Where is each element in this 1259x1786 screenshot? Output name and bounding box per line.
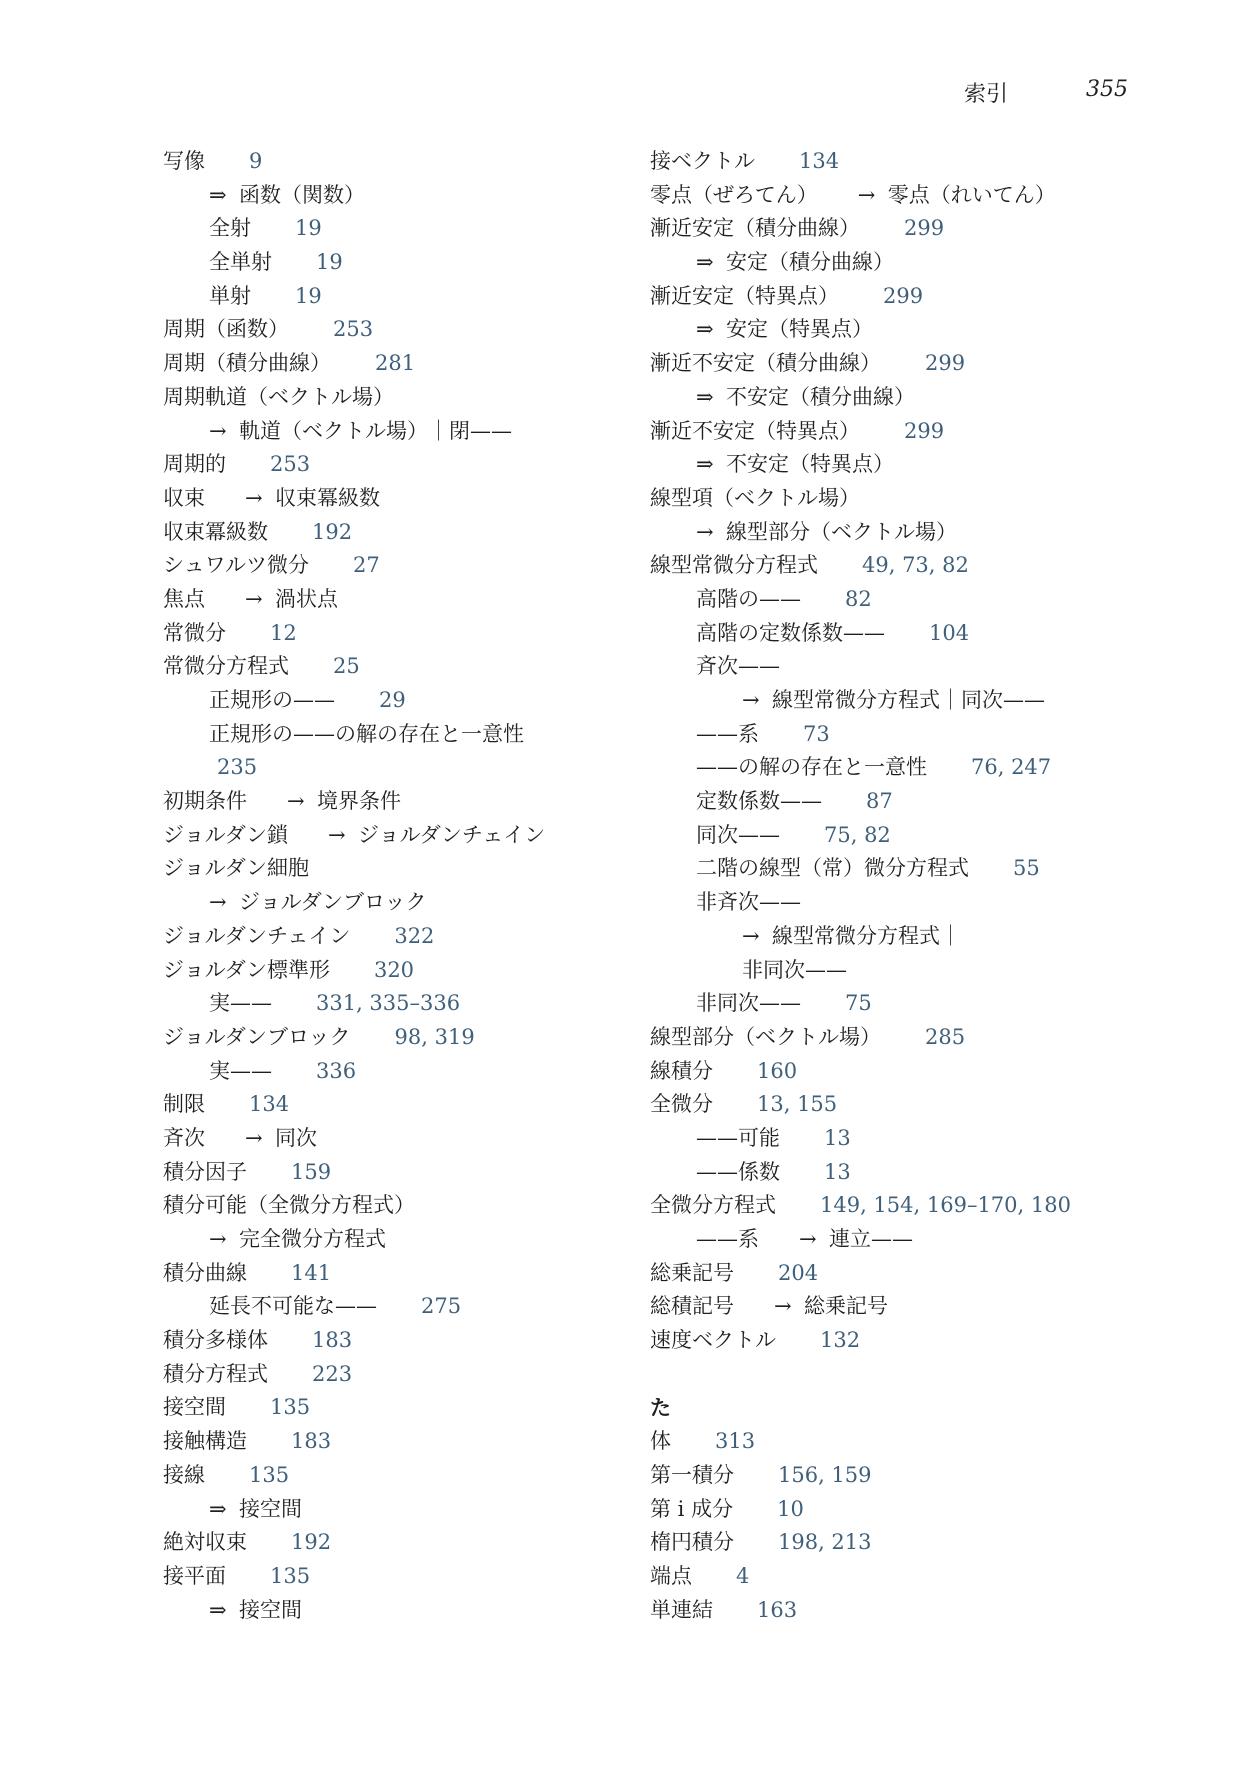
index-entry (163, 1425, 633, 1459)
index-entry (163, 1560, 633, 1594)
page-reference: 29 (379, 688, 406, 712)
index-entry (163, 684, 633, 718)
page-reference: 135 (270, 1563, 311, 1588)
index-entry (650, 920, 1120, 954)
cross-reference-target: 境界条件 (317, 789, 401, 814)
see-also-arrow-icon: ⇒ (209, 182, 227, 207)
index-term: 積分多様体 (163, 1328, 268, 1353)
index-term: 正規形の—— (209, 688, 335, 712)
page-reference: 12 (270, 620, 297, 645)
index-entry (163, 179, 633, 213)
page-reference: 253 (333, 317, 374, 342)
index-term: 周期軌道（ベクトル場） (163, 384, 394, 409)
see-also-arrow-icon: ⇒ (696, 384, 714, 409)
cross-reference-target: 零点（れいてん） (887, 182, 1056, 207)
index-term: 焦点 (163, 586, 205, 611)
see-also-arrow-icon: ⇒ (696, 452, 714, 477)
running-header (0, 77, 1259, 107)
index-term: 接空間 (163, 1395, 226, 1420)
page-number: 355 (1086, 77, 1128, 102)
index-term: ——系 (696, 1227, 759, 1251)
index-entry (650, 212, 1120, 246)
cross-reference-target: 収束冪級数 (275, 485, 380, 510)
index-entry (163, 785, 633, 819)
index-entry (163, 954, 633, 988)
index-entry (163, 1055, 633, 1089)
index-entry (650, 1459, 1120, 1493)
index-term: 線型常微分方程式｜ (772, 923, 961, 948)
index-entry (163, 852, 633, 886)
index-term: 常微分方程式 (163, 654, 289, 679)
index-entry (163, 1223, 633, 1257)
page-reference: 135 (270, 1395, 311, 1420)
index-entry (163, 516, 633, 550)
index-term: 定数係数—— (696, 789, 822, 814)
index-entry (650, 886, 1120, 920)
cross-reference (328, 823, 545, 847)
index-term: 体 (650, 1429, 671, 1454)
index-entry (650, 819, 1120, 853)
index-term: 非同次—— (742, 957, 847, 982)
index-entry (163, 549, 633, 583)
index-term: 絶対収束 (163, 1530, 247, 1555)
index-term: 総積記号 (650, 1294, 734, 1319)
index-entry (650, 1526, 1120, 1560)
cross-reference-target: ジョルダンチェイン (357, 822, 546, 847)
index-entry (650, 1257, 1120, 1291)
index-entry (650, 1290, 1120, 1324)
index-entry (163, 650, 633, 684)
index-term: ジョルダン細胞 (163, 856, 309, 881)
index-term: 接空間 (239, 1597, 302, 1622)
cross-reference (774, 1294, 888, 1318)
index-entry (163, 617, 633, 651)
cross-reference-target: 渦状点 (275, 586, 338, 611)
page-reference: 281 (375, 351, 416, 376)
page-reference: 253 (270, 452, 311, 477)
page-reference: 198, 213 (778, 1530, 872, 1555)
index-term: 線型常微分方程式｜同次—— (772, 688, 1045, 712)
index-term: 写像 (163, 149, 205, 173)
page-reference: 10 (777, 1496, 804, 1521)
index-entry (650, 1358, 1120, 1392)
see-also-arrow-icon: ⇒ (696, 317, 714, 342)
cross-reference (287, 789, 401, 813)
index-entry (650, 516, 1120, 550)
index-term: 不安定（特異点） (726, 452, 894, 477)
page-reference: 299 (904, 216, 945, 241)
page-reference: 4 (736, 1563, 750, 1588)
index-term: 常微分 (163, 620, 226, 645)
see-arrow-icon: → (327, 822, 346, 847)
index-entry (650, 718, 1120, 752)
index-term: ジョルダンブロック (163, 1024, 351, 1049)
cross-reference (245, 587, 338, 611)
index-term: ——係数 (696, 1159, 780, 1184)
index-term: 不安定（積分曲線） (726, 384, 915, 409)
index-term: 周期（函数） (163, 317, 289, 342)
page-reference: 156, 159 (778, 1462, 872, 1487)
index-term: 安定（積分曲線） (726, 250, 894, 275)
index-term: 速度ベクトル (650, 1328, 776, 1353)
page-reference: 223 (312, 1361, 353, 1386)
index-entry (163, 415, 633, 449)
index-term: 完全微分方程式 (239, 1227, 386, 1251)
index-term: 総乗記号 (650, 1260, 734, 1285)
index-term: 積分方程式 (163, 1361, 268, 1386)
index-entry (650, 145, 1120, 179)
index-entry (650, 1223, 1120, 1257)
index-term: 収束 (163, 485, 205, 510)
page-reference: 192 (291, 1530, 332, 1555)
index-term: 斉次 (163, 1125, 205, 1150)
index-term: 二階の線型（常）微分方程式 (696, 856, 969, 881)
see-also-arrow-icon: ⇒ (209, 1597, 227, 1622)
index-entry (163, 482, 633, 516)
index-term: 漸近安定（積分曲線） (650, 216, 860, 241)
index-term: 端点 (650, 1563, 692, 1588)
index-term: 積分可能（全微分方程式） (163, 1193, 415, 1218)
page-reference: 76, 247 (971, 755, 1052, 780)
index-entry (650, 954, 1120, 988)
page-reference: 299 (925, 351, 966, 376)
page-reference: 132 (820, 1328, 861, 1353)
page-reference: 27 (352, 553, 380, 578)
index-entry (650, 381, 1120, 415)
see-arrow-icon: → (209, 890, 227, 915)
index-term: 周期的 (163, 452, 226, 477)
index-term: 同次—— (696, 822, 780, 847)
index-term: 線型項（ベクトル場） (650, 485, 860, 510)
page-reference: 19 (316, 250, 343, 275)
index-entry (163, 1358, 633, 1392)
index-term: 非同次—— (696, 991, 801, 1016)
page-reference: 134 (799, 149, 840, 173)
see-arrow-icon: → (799, 1227, 817, 1251)
index-term: 全射 (209, 216, 251, 241)
index-term: 周期（積分曲線） (163, 351, 331, 376)
index-entry (163, 381, 633, 415)
index-term: 実—— (209, 1058, 272, 1083)
page-reference: 275 (421, 1294, 462, 1319)
index-term: 正規形の——の解の存在と一意性 (209, 721, 524, 746)
index-term: ジョルダン標準形 (163, 957, 330, 982)
index-entry (650, 313, 1120, 347)
page-reference: 13 (824, 1125, 851, 1150)
index-entry (163, 819, 633, 853)
page-reference: 331, 335–336 (316, 991, 461, 1016)
index-column-right (650, 145, 1120, 1627)
index-term: 初期条件 (163, 789, 247, 814)
index-term: 安定（特異点） (726, 317, 873, 342)
index-entry (650, 1324, 1120, 1358)
page-reference: 299 (904, 418, 945, 443)
index-entry (650, 347, 1120, 381)
index-term: 積分曲線 (163, 1260, 247, 1285)
index-term: 函数（関数） (239, 182, 365, 207)
index-term: 収束冪級数 (163, 519, 268, 544)
index-entry (163, 1122, 633, 1156)
cross-reference-target: 同次 (275, 1125, 317, 1150)
page-reference: 75, 82 (824, 822, 891, 847)
index-entry (163, 1257, 633, 1291)
index-term: 線型部分（ベクトル場） (726, 519, 957, 544)
page-reference: 183 (312, 1328, 353, 1353)
page-reference: 135 (249, 1462, 290, 1487)
see-arrow-icon: → (287, 789, 305, 814)
index-entry (650, 1088, 1120, 1122)
index-entry (163, 583, 633, 617)
index-entry (163, 1493, 633, 1527)
page-reference: 49, 73, 82 (862, 553, 969, 578)
index-term: 接平面 (163, 1563, 226, 1588)
index-term: 全微分方程式 (650, 1193, 776, 1218)
page-reference: 19 (295, 283, 322, 308)
index-term: 零点（ぜろてん） (650, 182, 818, 207)
index-term: 接触構造 (163, 1429, 247, 1454)
page-reference: 134 (249, 1092, 290, 1117)
page-reference: 25 (333, 654, 360, 679)
page-reference: 204 (778, 1260, 819, 1285)
page-reference: 55 (1013, 856, 1040, 881)
index-term: 高階の—— (696, 586, 801, 611)
index-entry (650, 448, 1120, 482)
page-reference: 75 (845, 991, 872, 1016)
index-entry (163, 886, 633, 920)
cross-reference (799, 1227, 913, 1251)
index-term: 積分因子 (163, 1159, 247, 1184)
cross-reference-target: 総乗記号 (804, 1294, 888, 1319)
cross-reference (245, 486, 380, 510)
index-term: 実—— (209, 991, 272, 1016)
index-entry (163, 313, 633, 347)
index-entry (650, 246, 1120, 280)
index-entry (650, 1021, 1120, 1055)
page-reference: 82 (845, 586, 872, 611)
page-reference: 73 (803, 721, 830, 746)
cross-reference (858, 183, 1056, 207)
index-term: 高階の定数係数—— (696, 620, 885, 645)
index-entry (650, 1493, 1120, 1527)
index-entry (650, 650, 1120, 684)
see-arrow-icon: → (742, 688, 760, 712)
index-entry (650, 785, 1120, 819)
index-entry (163, 1459, 633, 1493)
index-term: ジョルダンブロック (239, 890, 427, 915)
index-term: 制限 (163, 1092, 205, 1117)
index-entry (650, 583, 1120, 617)
page-reference: 13, 155 (757, 1092, 838, 1117)
index-entry (163, 1594, 633, 1628)
index-entry (163, 246, 633, 280)
index-term: 接ベクトル (650, 149, 755, 173)
index-term: 接線 (163, 1462, 205, 1487)
index-entry (650, 684, 1120, 718)
index-term: ——系 (696, 721, 759, 746)
page-reference: 299 (883, 283, 924, 308)
see-also-arrow-icon: ⇒ (696, 250, 714, 275)
see-arrow-icon: → (696, 519, 714, 544)
index-entry (650, 1122, 1120, 1156)
cross-reference-target: 連立—— (829, 1227, 913, 1251)
page-reference: 163 (757, 1597, 798, 1622)
see-arrow-icon: → (209, 1227, 227, 1251)
index-entry (650, 987, 1120, 1021)
index-entry (650, 1594, 1120, 1628)
index-entry (650, 1189, 1120, 1223)
index-entry (163, 448, 633, 482)
index-term: 延長不可能な—— (209, 1294, 377, 1319)
index-entry (163, 1526, 633, 1560)
see-arrow-icon: → (857, 182, 876, 207)
index-term: 全単射 (209, 250, 272, 275)
index-entry (163, 987, 633, 1021)
index-entry (650, 179, 1120, 213)
index-term: 線型部分（ベクトル場） (650, 1024, 881, 1049)
index-entry (650, 1055, 1120, 1089)
index-entry (163, 751, 633, 785)
page-reference: 141 (291, 1260, 332, 1285)
page-reference: 104 (929, 620, 970, 645)
index-entry (650, 1560, 1120, 1594)
index-term: 線積分 (650, 1058, 713, 1083)
index-entry (163, 718, 633, 752)
index-entry (163, 1324, 633, 1358)
index-entry (650, 1425, 1120, 1459)
page-reference: 320 (373, 957, 415, 982)
see-also-arrow-icon: ⇒ (209, 1496, 227, 1521)
index-term: 接空間 (239, 1496, 302, 1521)
index-term: 漸近不安定（積分曲線） (650, 351, 881, 376)
index-entry (163, 1290, 633, 1324)
index-entry (650, 280, 1120, 314)
index-term: シュワルツ微分 (163, 553, 309, 578)
index-entry (163, 280, 633, 314)
index-term: 楕円積分 (650, 1530, 734, 1555)
index-entry (163, 212, 633, 246)
page-reference: 192 (312, 519, 353, 544)
page-reference: 183 (291, 1429, 332, 1454)
page-reference: 313 (715, 1429, 756, 1454)
see-arrow-icon: → (209, 418, 227, 443)
index-entry (163, 145, 633, 179)
page-reference: 13 (824, 1159, 851, 1184)
index-term: ジョルダン鎖 (163, 822, 288, 847)
index-entry (650, 751, 1120, 785)
index-entry (650, 1391, 1120, 1425)
page-reference: 336 (316, 1058, 357, 1083)
page-reference: 87 (866, 789, 893, 814)
index-entry (163, 1156, 633, 1190)
index-entry (650, 617, 1120, 651)
page-reference: 149, 154, 169–170, 180 (820, 1193, 1071, 1218)
index-entry (650, 415, 1120, 449)
index-entry (650, 852, 1120, 886)
page-reference: 322 (394, 923, 435, 948)
index-entry (163, 1088, 633, 1122)
see-arrow-icon: → (245, 485, 263, 510)
page-reference: 235 (217, 755, 258, 780)
index-column-left (163, 145, 633, 1627)
index-entry (650, 1156, 1120, 1190)
index-entry (650, 549, 1120, 583)
index-term: ——の解の存在と一意性 (696, 755, 927, 780)
see-arrow-icon: → (774, 1294, 792, 1319)
header-title: 索引 (964, 82, 1009, 107)
index-entry (163, 1021, 633, 1055)
see-arrow-icon: → (245, 1125, 263, 1150)
index-entry (163, 1391, 633, 1425)
page-reference: 159 (291, 1159, 332, 1184)
page-reference: 19 (295, 216, 322, 241)
index-term: 第一積分 (650, 1462, 734, 1487)
index-term: 全微分 (650, 1092, 713, 1117)
cross-reference (245, 1126, 317, 1150)
index-entry (163, 347, 633, 381)
page-reference: 98, 319 (394, 1024, 475, 1049)
index-term: た (650, 1395, 671, 1421)
index-term: 漸近不安定（特異点） (650, 418, 860, 443)
index-entry (163, 1189, 633, 1223)
index-entry (650, 482, 1120, 516)
see-arrow-icon: → (742, 923, 760, 948)
index-term: 単連結 (650, 1597, 713, 1622)
index-term: 非斉次—— (696, 890, 801, 915)
index-term: ——可能 (696, 1125, 780, 1150)
index-term: 軌道（ベクトル場）｜閉—— (239, 418, 512, 443)
see-arrow-icon: → (245, 586, 263, 611)
index-term: 線型常微分方程式 (650, 553, 818, 578)
index-term: 漸近安定（特異点） (650, 283, 839, 308)
index-term: 単射 (209, 283, 251, 308)
index-term: 第 i 成分 (650, 1496, 734, 1521)
page-reference: 9 (249, 149, 263, 173)
index-term: ジョルダンチェイン (163, 923, 351, 948)
index-entry (163, 920, 633, 954)
page-reference: 160 (757, 1058, 798, 1083)
index-term: 斉次—— (696, 654, 780, 679)
page-reference: 285 (925, 1024, 966, 1049)
